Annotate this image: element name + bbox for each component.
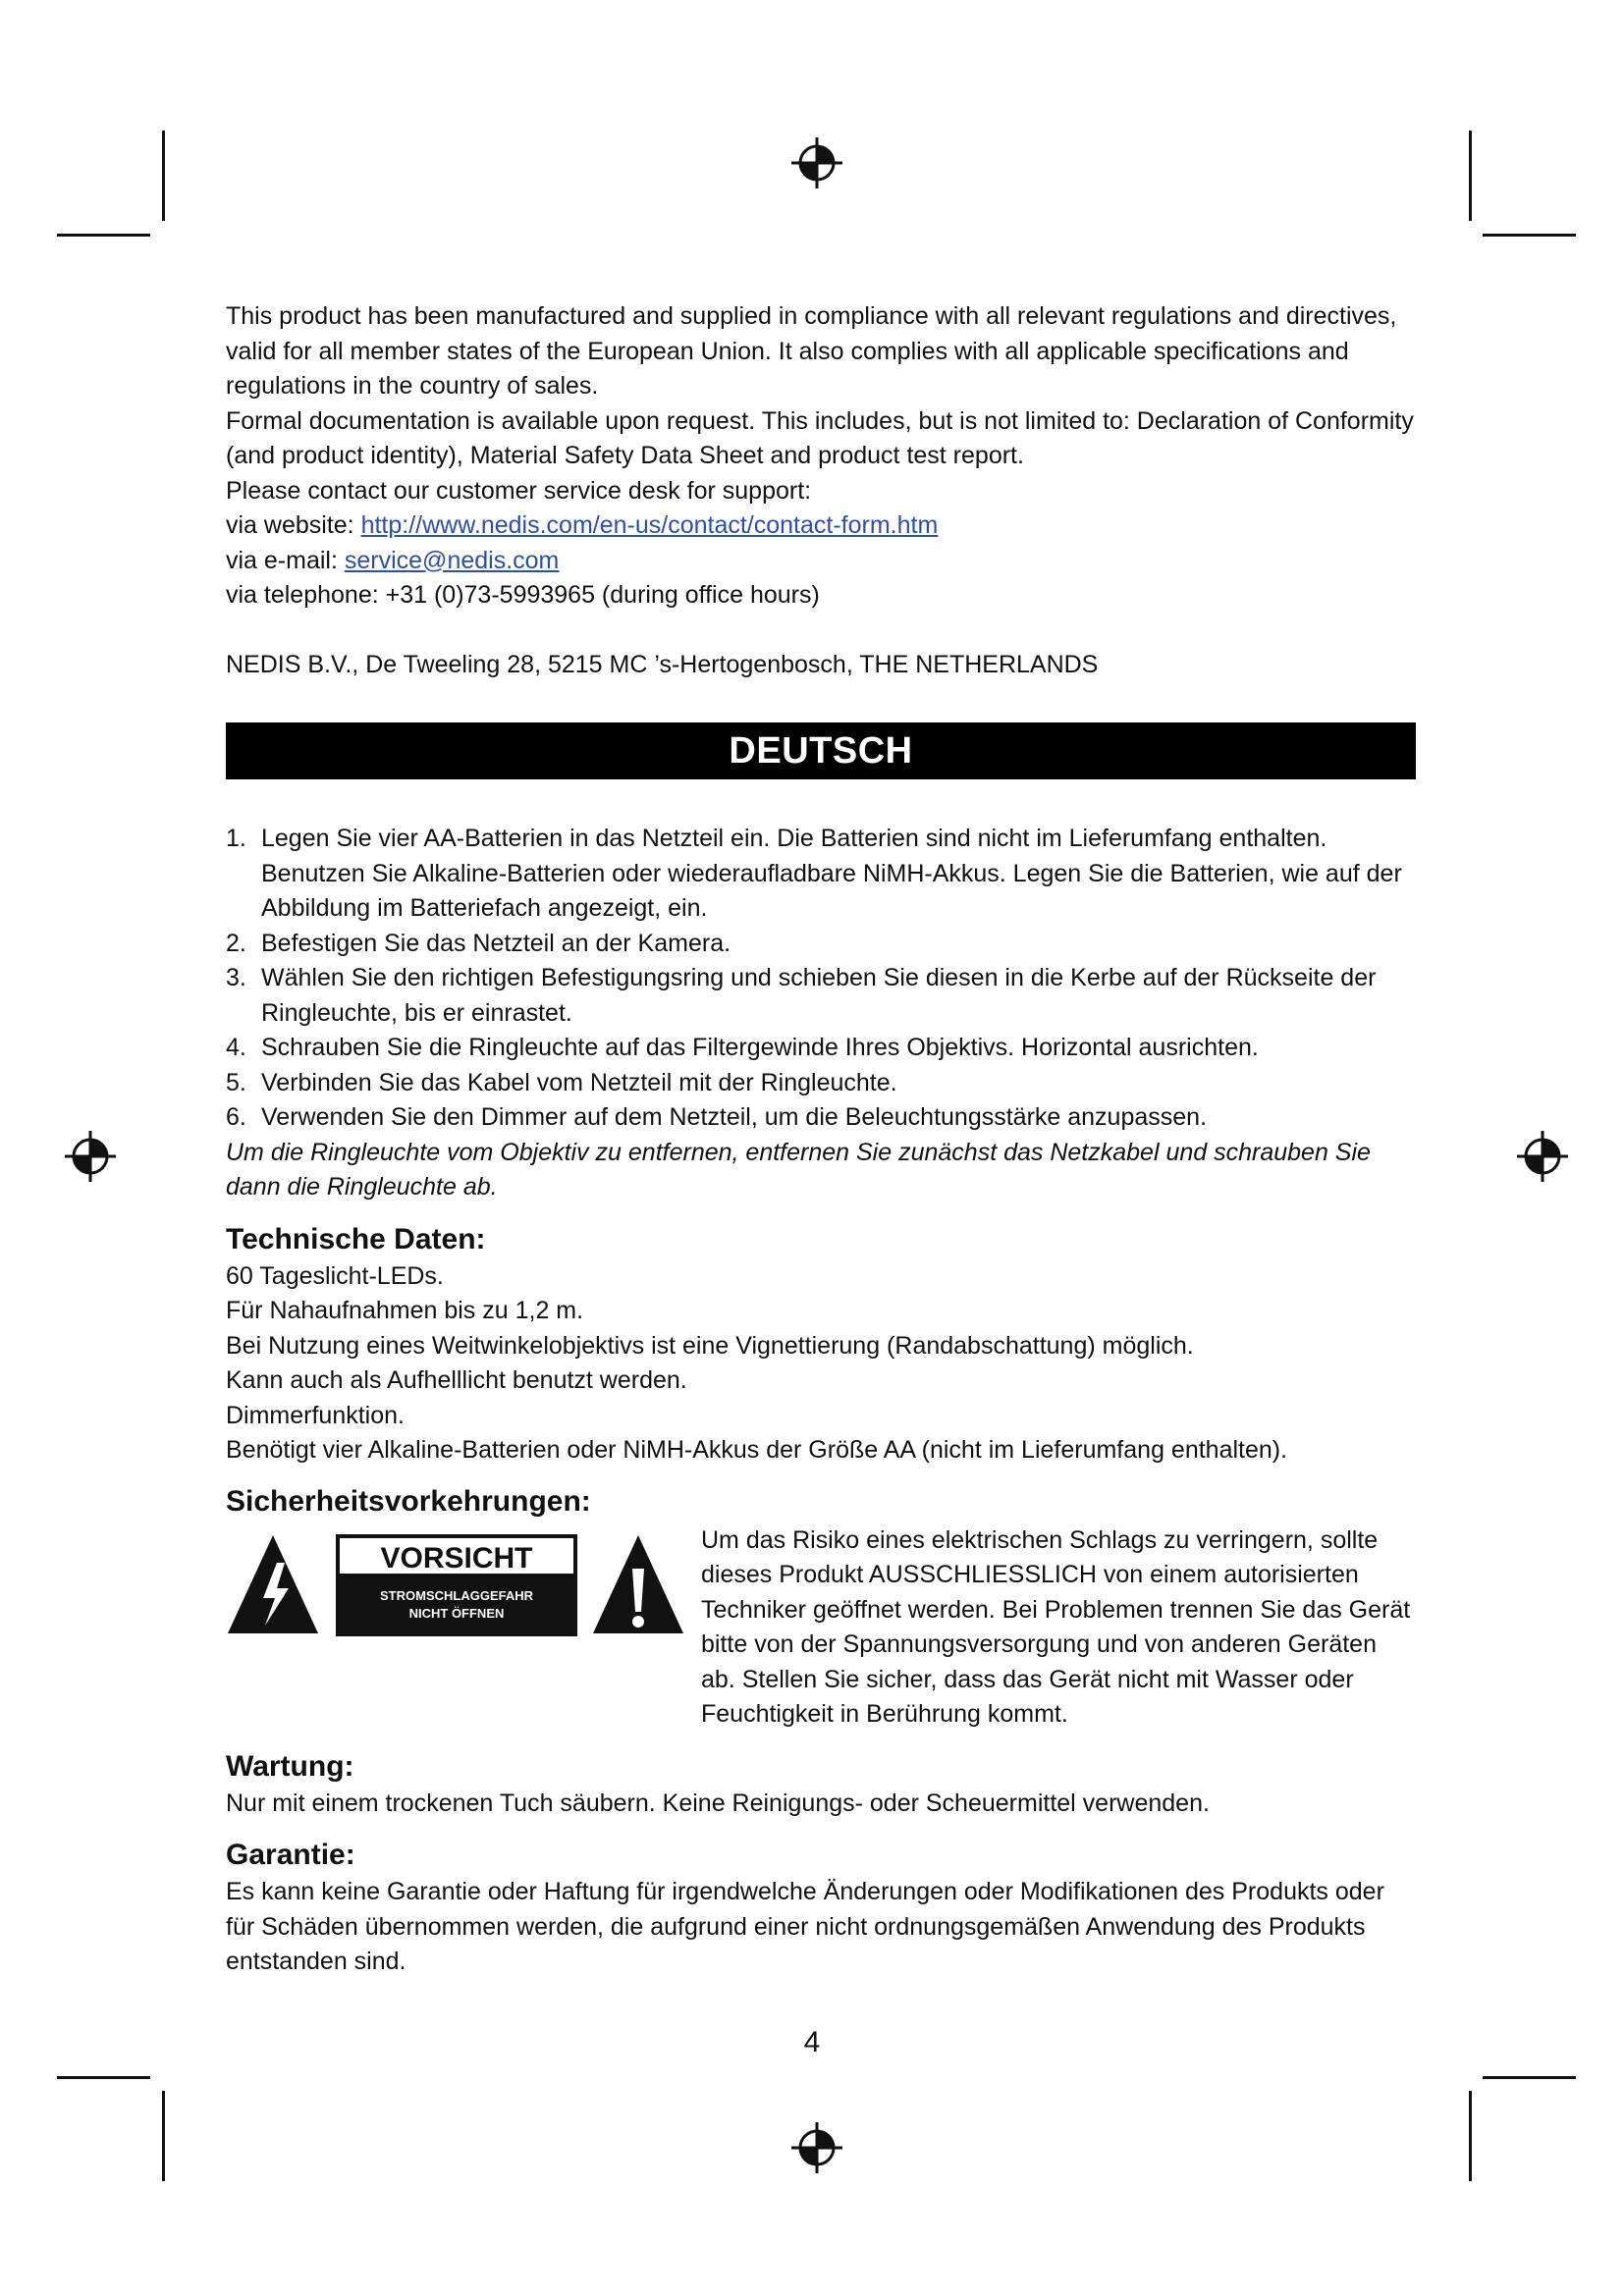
tech-item: Dimmerfunktion. — [226, 1401, 405, 1429]
safety-text: Um das Risiko eines elektrischen Schlags zu verringern, sollte dieses Produkt AUSSCHLIESSLICH von einem autorisierten Techniker geöffnet werden. Bei Problemen trennen Sie das Gerät bitte von der Spannungsversorgung und von anderen Geräten ab. Stellen Sie sicher, dass das Gerät nicht mit Wasser oder Feuchtigkeit in Berührung kommt. — [701, 1525, 1411, 1728]
maintenance-heading: Wartung: — [226, 1749, 354, 1783]
safety-block — [226, 1523, 1416, 1733]
tech-item: Bei Nutzung eines Weitwinkelobjektivs ist eine Vignettierung (Randabschattung) möglich. — [226, 1331, 1194, 1360]
tech-heading: Technische Daten: — [226, 1222, 486, 1255]
registration-mark-icon — [1515, 1129, 1570, 1184]
crop-mark — [162, 2091, 165, 2181]
removal-note: Um die Ringleuchte vom Objektiv zu entfernen, entfernen Sie zunächst das Netzkabel und schrauben Sie dann die Ringleuchte ab. — [226, 1138, 1371, 1201]
step-text: Legen Sie vier AA-Batterien in das Netzteil ein. Die Batterien sind nicht im Lieferumfang enthalten. Benutzen Sie Alkaline-Batterien oder wiederaufladbare NiMH-Akkus. Legen Sie die Batterien, wie auf der Abbildung im Batteriefach angezeigt, ein. — [261, 825, 1402, 922]
list-item — [226, 961, 1416, 1031]
tech-item: 60 Tageslicht-LEDs. — [226, 1261, 444, 1290]
list-item — [226, 1066, 1416, 1101]
step-text: Befestigen Sie das Netzteil an der Kamera. — [261, 929, 731, 957]
email-link[interactable]: service@nedis.com — [344, 546, 560, 574]
page-content — [226, 299, 1416, 1980]
contact-email — [226, 544, 1416, 579]
website-label: via website: — [226, 511, 361, 539]
contact-intro: Please contact our customer service desk for support: — [226, 476, 812, 505]
website-link[interactable]: http://www.nedis.com/en-us/contact/contact-form.htm — [360, 511, 939, 539]
list-item — [226, 927, 1416, 962]
crop-mark — [57, 2076, 150, 2079]
step-text: Wählen Sie den richtigen Befestigungsring und schieben Sie diesen in die Kerbe auf der Rückseite der Ringleuchte, bis er einrastet. — [261, 964, 1377, 1027]
compliance-paragraph: This product has been manufactured and supplied in compliance with all relevant regulations and directives, valid for all member states of the European Union. It also complies with all applicable specifications and regulations in the country of sales. — [226, 302, 1397, 400]
step-number: 3. — [226, 964, 246, 991]
registration-mark-icon — [789, 2120, 844, 2175]
caution-graphic — [226, 1531, 687, 1641]
step-number: 6. — [226, 1103, 246, 1131]
crop-mark — [1469, 2091, 1472, 2181]
company-address: NEDIS B.V., De Tweeling 28, 5215 MC ’s-Hertogenbosch, THE NETHERLANDS — [226, 650, 1099, 678]
crop-mark — [57, 234, 150, 237]
contact-website — [226, 508, 1416, 544]
instruction-steps — [226, 822, 1416, 1136]
crop-mark — [1469, 131, 1472, 221]
warranty-heading: Garantie: — [226, 1839, 355, 1871]
warranty-text: Es kann keine Garantie oder Haftung für irgendwelche Änderungen oder Modifikationen des Produkts oder für Schäden übernommen werden, die aufgrund einer nicht ordnungsgemäßen Anwendung des Produkts entstanden sind. — [226, 1878, 1384, 1975]
documentation-paragraph: Formal documentation is available upon request. This includes, but is not limited to: Declaration of Conformity (and product identity), Material Safety Data Sheet and product test report. — [226, 406, 1414, 469]
caution-line-2: NICHT ÖFFNEN — [408, 1605, 505, 1621]
page-number: 4 — [803, 2026, 821, 2058]
crop-mark — [162, 131, 165, 221]
electric-shock-warning-icon — [228, 1535, 318, 1633]
crop-mark — [1483, 2076, 1576, 2079]
language-banner: DEUTSCH — [226, 722, 1416, 779]
contact-telephone: via telephone: +31 (0)73-5993965 (during office hours) — [226, 581, 820, 609]
crop-mark — [1483, 234, 1576, 237]
step-text: Schrauben Sie die Ringleuchte auf das Filtergewinde Ihres Objektivs. Horizontal ausrichten. — [261, 1034, 1259, 1061]
caution-title: VORSICHT — [380, 1541, 533, 1575]
tech-item: Kann auch als Aufhelllicht benutzt werden. — [226, 1366, 687, 1394]
list-item — [226, 1031, 1416, 1066]
step-text: Verwenden Sie den Dimmer auf dem Netzteil, um die Beleuchtungsstärke anzupassen. — [261, 1103, 1208, 1131]
registration-mark-icon — [63, 1129, 118, 1184]
step-number: 4. — [226, 1034, 246, 1061]
safety-heading: Sicherheitsvorkehrungen: — [226, 1484, 591, 1518]
maintenance-text: Nur mit einem trockenen Tuch säubern. Keine Reinigungs- oder Scheuermittel verwenden. — [226, 1789, 1210, 1817]
email-label: via e-mail: — [226, 546, 345, 574]
registration-mark-icon — [789, 135, 844, 190]
caution-label — [226, 1523, 697, 1652]
step-number: 2. — [226, 929, 246, 957]
step-text: Verbinden Sie das Kabel vom Netzteil mit der Ringleuchte. — [261, 1068, 897, 1096]
caution-line-1: STROMSCHLAGGEFAHR — [380, 1587, 533, 1603]
step-number: 1. — [226, 825, 246, 852]
exclamation-warning-icon — [593, 1535, 683, 1633]
list-item — [226, 822, 1416, 927]
list-item — [226, 1100, 1416, 1136]
tech-item: Benötigt vier Alkaline-Batterien oder NiMH-Akkus der Größe AA (nicht im Lieferumfang enthalten). — [226, 1436, 1288, 1464]
step-number: 5. — [226, 1068, 246, 1096]
tech-item: Für Nahaufnahmen bis zu 1,2 m. — [226, 1297, 584, 1324]
